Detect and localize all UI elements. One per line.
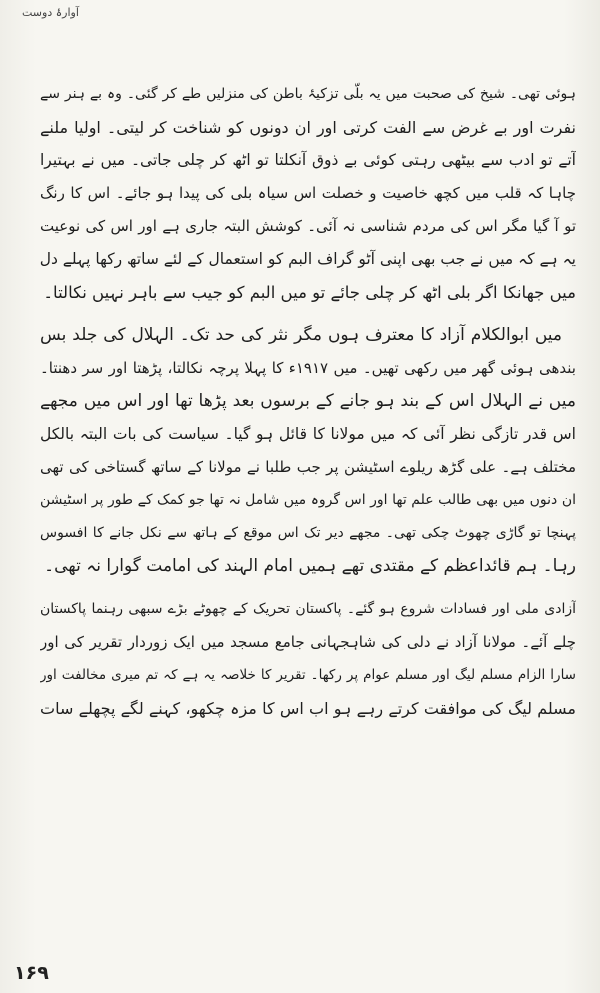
text-line: میں ابوالکلام آزاد کا معترف ہوں مگر نثر کی حد تک۔ الہلال کی جلد بس [40, 325, 562, 345]
text-line: تو آ گیا مگر اس کی مردم شناسی نہ آئی۔ کوشش البتہ جاری ہے اور اس کی نوعیت [40, 217, 576, 235]
body-text [40, 78, 576, 725]
text-line: نفرت اور بے غرض سے الفت کرتی اور ان دونوں کو شناخت کر لیتی۔ اولیا ملنے [40, 118, 576, 137]
text-line: چلے آئے۔ مولانا آزاد نے دلی کی شاہجہانی جامع مسجد میں ایک زوردار تقریر کی اور [40, 633, 576, 651]
text-line: ان دنوں میں بھی طالب علم تھا اور اس گروہ میں شامل نہ تھا جو کمک کے طور پر اسٹیشن [40, 492, 576, 508]
text-line: میں نے الہلال اس کے بند ہو جانے کے برسوں بعد پڑھا تھا اور اس میں مجھے [40, 391, 576, 411]
text-line: یہ ہے کہ میں نے جب بھی اپنی آٹو گراف البم کو استعمال کے لئے ساتھ رکھا پہلے دل [40, 250, 576, 268]
text-line: آتے تو ادب سے بیٹھی رہتی کوئی بے ذوق آنکلتا تو اٹھ کر چلی جاتی۔ میں نے بہتیرا [40, 151, 576, 169]
paragraph-gap [40, 583, 576, 593]
text-line: آزادی ملی اور فسادات شروع ہو گئے۔ پاکستان تحریک کے چھوٹے بڑے سبھی رہنما پاکستان [40, 601, 576, 617]
paragraph-gap [40, 309, 576, 319]
text-line: مختلف ہے۔ علی گڑھ ریلوے اسٹیشن پر جب طلبا نے مولانا کے ساتھ گستاخی کی تھی [40, 458, 576, 476]
page-number: ۱۶۹ [14, 962, 49, 984]
running-head: آوارۂ دوست [22, 6, 79, 19]
text-line: سارا الزام مسلم لیگ اور مسلم عوام پر رکھا۔ تقریر کا خلاصہ یہ ہے کہ تم میری مخالفت اور [40, 667, 576, 683]
text-line: مسلم لیگ کی موافقت کرتے رہے ہو اب اس کا مزہ چکھو، کہنے لگے پچھلے سات [40, 699, 576, 718]
text-line: ہوئی تھی۔ شیخ کی صحبت میں یہ بلّی تزکیۂ باطن کی منزلیں طے کر گئی۔ وہ بے ہنر سے [40, 86, 576, 102]
text-line: چاہا کہ قلب میں کچھ خاصیت و خصلت اس سیاہ بلی کی پیدا ہو جائے۔ اس کا رنگ [40, 184, 576, 202]
text-line: رہا۔ ہم قائداعظم کے مقتدی تھے ہمیں امام الہند کی امامت گوارا نہ تھی۔ [44, 556, 576, 576]
text-line: اس قدر تازگی نظر آئی کہ میں مولانا کا قائل ہو گیا۔ سیاست کی بات البتہ بالکل [40, 425, 576, 443]
text-line: پہنچا تو گاڑی چھوٹ چکی تھی۔ مجھے دیر تک اس موقع کے ہاتھ سے نکل جانے کا افسوس [40, 525, 576, 541]
text-line: میں جھانکا اگر بلی اٹھ کر چلی جائے تو میں البم کو جیب سے باہر نہیں نکالتا۔ [43, 283, 576, 302]
text-line: بندھی ہوئی گھر میں رکھی تھیں۔ میں ۱۹۱۷ء کا پہلا پرچہ نکالتا، پڑھتا اور سر دھنتا۔ [40, 359, 576, 377]
